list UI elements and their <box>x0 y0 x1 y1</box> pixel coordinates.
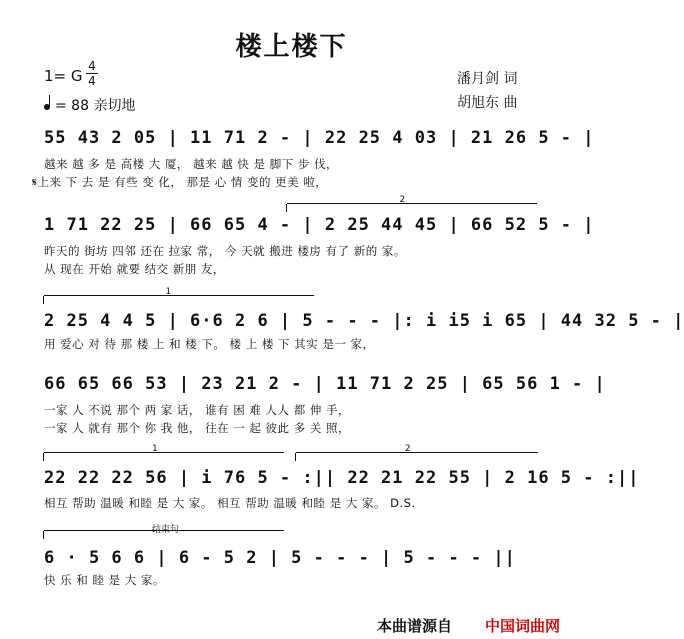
tempo-text: = 88 亲切地 <box>55 98 136 114</box>
notation-row-3: 2 25 4 4 5 | 6·6 2 6 | 5 - - - |: i i5 i 65 | 44 32 5 - | <box>44 311 684 331</box>
lyricist-credit: 潘月剑 词 <box>457 71 518 87</box>
lyrics-row-3-verse-1: 用 爱心 对 待 那 楼 上 和 楼 下。 楼 上 楼 下 其实 是一 家， <box>44 337 375 351</box>
quarter-note-icon <box>44 104 50 110</box>
lyrics-row-4-verse-2: 一家 人 就有 那个 你 我 他， 往在 一 起 彼此 多 关 照， <box>44 421 351 435</box>
tempo-marking <box>44 95 135 115</box>
time-signature-bottom: 4 <box>88 74 96 88</box>
lyrics-row-6-verse-1: 快 乐 和 睦 是 大 家。 <box>44 573 165 587</box>
volta-bracket-1a <box>44 287 314 297</box>
volta-bracket-2a <box>287 195 537 205</box>
lyrics-row-5-verse-1: 相互 帮助 温暖 和睦 是 大 家。 相互 帮助 温暖 和睦 是 大 家。 D.S. <box>44 496 416 510</box>
song-title: 楼上楼下 <box>235 32 348 62</box>
notation-row-5: 22 22 22 56 | i 76 5 - :|| 22 21 22 55 | 2 16 5 - :|| <box>44 468 640 488</box>
notation-row-2: 1 71 22 25 | 66 65 4 - | 2 25 44 45 | 66 52 5 - | <box>44 215 595 235</box>
volta-bracket-2b <box>296 444 538 454</box>
lyrics-row-1-verse-1: 越来 越 多 是 高楼 大 厦， 越来 越 快 是 脚下 步 伐， <box>44 157 339 171</box>
notation-row-1: 55 43 2 05 | 11 71 2 - | 22 25 4 03 | 21 26 5 - | <box>44 128 595 148</box>
volta-label: 2 <box>399 195 406 205</box>
site-watermark: 中国词曲网 <box>485 617 561 635</box>
composer-credit: 胡旭东 曲 <box>457 95 518 111</box>
volta-label: 1 <box>152 444 158 454</box>
volta-bracket-1b <box>44 444 284 454</box>
ending-label: 结束句 <box>152 525 180 535</box>
volta-label: 2 <box>404 444 411 454</box>
volta-label: 1 <box>165 287 172 297</box>
time-signature-top: 4 <box>88 59 96 73</box>
lyrics-row-1-verse-2: 𝄋上来 下 去 是 有些 变 化， 那是 心 情 变的 更美 啦， <box>32 175 328 189</box>
key-signature: 1= G <box>44 67 83 85</box>
lyrics-row-2-verse-1: 昨天的 街坊 四邻 还在 拉家 常， 今 天就 搬进 楼房 有了 新的 家。 <box>44 244 406 258</box>
source-note: 本曲谱源自 <box>377 617 453 635</box>
volta-bracket-leg <box>295 453 296 461</box>
lyrics-row-2-verse-2: 从 现在 开始 就要 结交 新朋 友， <box>44 262 225 276</box>
notation-row-6: 6 · 5 6 6 | 6 - 5 2 | 5 - - - | 5 - - - || <box>44 548 516 568</box>
volta-bracket-leg <box>43 531 44 539</box>
lyrics-row-4-verse-1: 一家 人 不说 那个 两 家 话， 谁有 困 难 人人 都 伸 手， <box>44 403 351 417</box>
volta-bracket-leg <box>286 204 287 212</box>
volta-bracket-leg <box>43 453 44 461</box>
notation-row-4: 66 65 66 53 | 23 21 2 - | 11 71 2 25 | 65 56 1 - | <box>44 374 606 394</box>
time-signature <box>86 60 98 87</box>
ending-bracket <box>44 525 284 535</box>
volta-bracket-leg <box>43 296 44 304</box>
